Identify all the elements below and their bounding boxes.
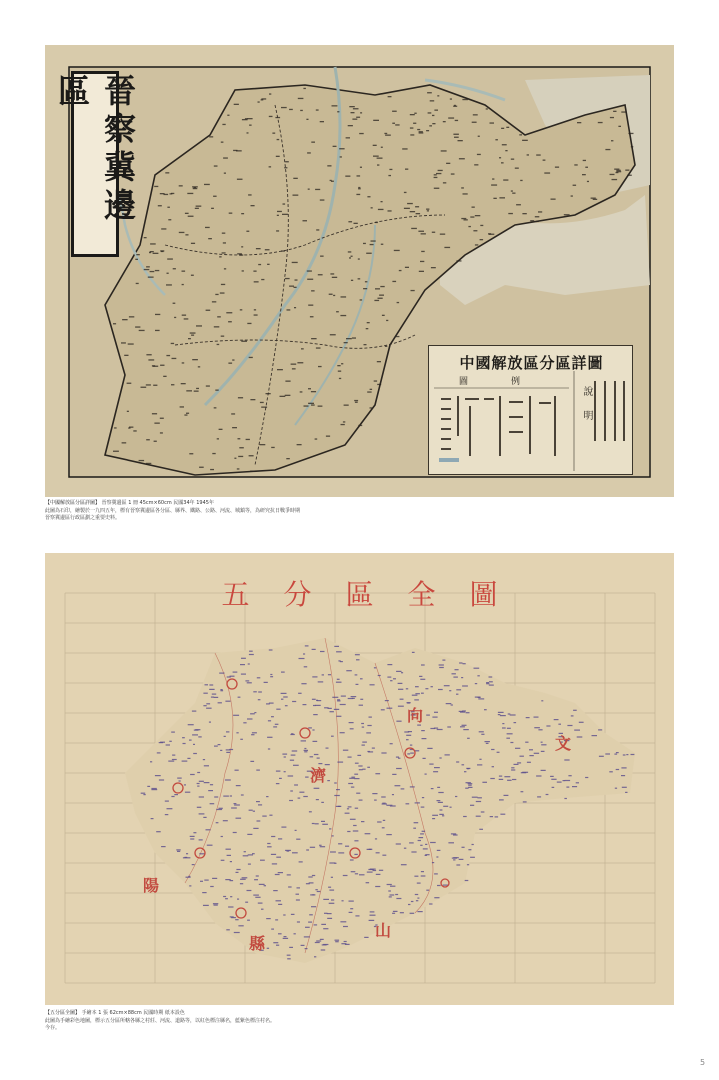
map1-legend-box <box>428 345 633 475</box>
caption1-title: 【中國解放區分區詳圖】 <box>45 500 101 506</box>
caption2-title: 【五分區全圖】 <box>45 1010 81 1016</box>
map1-legend-title: 中國解放區分區詳圖 <box>459 354 604 372</box>
region-label-2: 文 <box>555 734 572 753</box>
caption-map2 <box>45 1010 315 1033</box>
region-label-4: 陽 <box>143 876 160 895</box>
map1-title-box <box>53 71 137 257</box>
region-label-6: 山 <box>375 921 392 940</box>
legend-note-label: 說明 <box>581 386 592 434</box>
map-plate-wu-fen-qu <box>45 553 674 1005</box>
caption1-line3: 晉察冀邊區行政區劃之重要史料。 <box>45 515 121 521</box>
legend-head-left: 圖 <box>459 377 469 387</box>
caption1-line2: 此圖為石印，繪製於一九四五年，標有晉察冀邊區各分區、縣界、鐵路、公路、河流、城鎮等，為研究抗日戰爭時期 <box>45 507 301 514</box>
caption2-line3: 今存。 <box>45 1025 61 1031</box>
legend-symbols <box>429 346 634 476</box>
map1-title: 晉察冀邊區 <box>53 74 137 226</box>
wu-fen-qu-map-graphic <box>45 553 674 1005</box>
caption-map1 <box>45 500 315 523</box>
map-plate-jin-cha-ji <box>45 45 674 497</box>
caption1-line1: 晉察冀邊區 1 冊 45cm×60cm 民國34年 1945年 <box>101 500 214 506</box>
caption2-line2: 此圖為手繪彩色地圖，標示五分區所轄各縣之村莊、河流、道路等，以紅色標注縣名，藍紫色標注村名。 <box>45 1017 276 1024</box>
page-number: 5 <box>700 1058 706 1067</box>
caption2-line1: 手繪本 1 張 62cm×88cm 民國時期 紙本設色 <box>81 1010 185 1016</box>
region-label-3: 濟 <box>310 766 327 785</box>
region-label-1: 向 <box>407 706 424 725</box>
region-label-5: 縣 <box>249 934 266 953</box>
map2-title: 五分區全圖 <box>221 578 532 611</box>
legend-head-right: 例 <box>511 377 521 387</box>
